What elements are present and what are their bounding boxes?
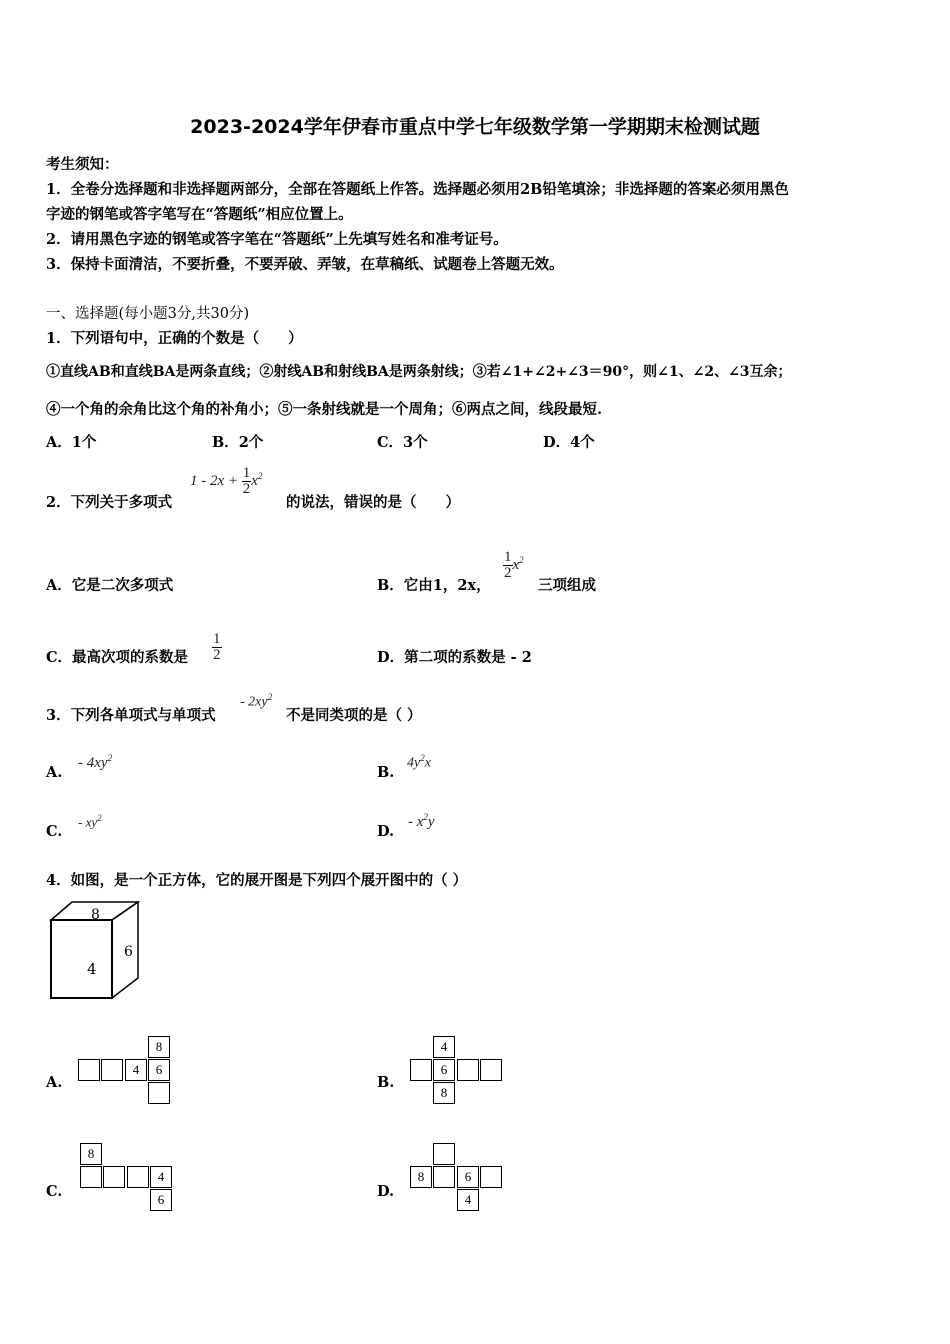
q3-mono-text: - 2xy xyxy=(240,694,268,710)
section-heading: 一、选择题(每小题3分,共30分) xyxy=(46,306,250,322)
net-b-cell: 8 xyxy=(433,1082,455,1104)
q2-polynomial xyxy=(190,466,262,497)
net-c-cell xyxy=(80,1166,102,1188)
net-a-cell: 8 xyxy=(148,1036,170,1058)
q3-d-text: - x xyxy=(408,814,424,830)
q3-option-d[interactable] xyxy=(408,812,435,831)
q2-b-exp: 2 xyxy=(519,554,524,565)
net-d-cell: 6 xyxy=(457,1166,479,1188)
net-a-cell xyxy=(101,1059,123,1081)
q2-option-b-prefix[interactable]: B．它由1，2x， xyxy=(377,577,491,594)
q4-option-d-label[interactable]: D. xyxy=(377,1183,395,1200)
q3-option-d-label[interactable]: D. xyxy=(377,823,395,840)
q1-option-b[interactable]: B．2个 xyxy=(212,434,264,451)
net-d-cell xyxy=(433,1166,455,1188)
net-b-cell xyxy=(457,1059,479,1081)
cube-top-number: 8 xyxy=(91,907,100,923)
q1-statements-1: ①直线AB和直线BA是两条直线；②射线AB和射线BA是两条射线；③若∠1+∠2+∠3＝90°，则∠1、∠2、∠3互余； xyxy=(46,364,792,380)
q2-option-c-frac xyxy=(212,632,222,663)
q2-poly-part-b: x xyxy=(251,472,258,489)
q4-option-a-label[interactable]: A. xyxy=(46,1074,63,1091)
q3-option-b-label[interactable]: B. xyxy=(377,764,395,781)
net-a-cell: 6 xyxy=(148,1059,170,1081)
q2-poly-part-a: 1 - 2x + xyxy=(190,472,239,489)
q3-b-tail: x xyxy=(424,755,431,771)
q3-d-exp: 2 xyxy=(423,812,428,822)
notice-line-3: 3．保持卡面清洁，不要折叠，不要弄破、弄皱，在草稿纸、试题卷上答题无效。 xyxy=(46,256,564,273)
q2-c-frac-num: 1 xyxy=(213,631,221,647)
notice-line-1b: 字迹的钢笔或答字笔写在“答题纸”相应位置上。 xyxy=(46,206,353,223)
q3-c-text: - xy xyxy=(78,814,98,830)
q3-option-a[interactable] xyxy=(78,753,112,772)
net-b-cell: 4 xyxy=(433,1036,455,1058)
q2-stem-suffix: 的说法，错误的是（ ） xyxy=(286,494,460,511)
net-a-cell xyxy=(78,1059,100,1081)
q2-b-frac-den: 2 xyxy=(504,565,512,581)
q3-a-exp: 2 xyxy=(107,753,113,763)
page-title: 2023-2024学年伊春市重点中学七年级数学第一学期期末检测试题 xyxy=(190,116,760,138)
q2-option-b-suffix: 三项组成 xyxy=(538,577,596,594)
net-d-cell xyxy=(433,1143,455,1165)
cube-front-number: 4 xyxy=(87,960,97,978)
q2-option-d[interactable]: D．第二项的系数是 - 2 xyxy=(377,649,532,666)
q2-b-x: x xyxy=(512,556,520,573)
cube-side-number: 6 xyxy=(124,944,133,960)
notice-line-1a: 1．全卷分选择题和非选择题两部分，全部在答题纸上作答。选择题必须用2B铅笔填涂；非选择题的答案必须用黑色 xyxy=(46,181,789,198)
q2-poly-exp: 2 xyxy=(257,470,263,481)
net-d-cell xyxy=(480,1166,502,1188)
q3-mono-exp: 2 xyxy=(267,692,273,702)
q3-stem-monomial xyxy=(240,692,272,711)
net-b-cell xyxy=(410,1059,432,1081)
q2-b-frac-num: 1 xyxy=(504,549,512,565)
net-d-cell: 8 xyxy=(410,1166,432,1188)
q3-a-text: - 4xy xyxy=(78,755,108,771)
q2-c-frac-den: 2 xyxy=(213,647,221,663)
net-b-cell: 6 xyxy=(433,1059,455,1081)
q3-stem-prefix: 3．下列各单项式与单项式 xyxy=(46,707,216,724)
q3-stem-suffix: 不是同类项的是（ ） xyxy=(286,707,422,724)
q3-option-b[interactable] xyxy=(407,753,431,772)
net-a-cell xyxy=(148,1082,170,1104)
q3-d-tail: y xyxy=(427,814,435,830)
q2-poly-fraction xyxy=(242,466,252,497)
notice-heading: 考生须知： xyxy=(46,156,119,173)
net-c-cell xyxy=(103,1166,125,1188)
q2-option-c[interactable]: C．最高次项的系数是 xyxy=(46,649,189,666)
q3-option-c-label[interactable]: C. xyxy=(46,823,63,840)
net-a-cell: 4 xyxy=(125,1059,147,1081)
q1-option-a[interactable]: A．1个 xyxy=(46,434,97,451)
q2-frac-den: 2 xyxy=(242,481,251,497)
q4-option-b-label[interactable]: B. xyxy=(377,1074,395,1091)
q3-option-c[interactable] xyxy=(78,813,102,830)
q3-c-exp: 2 xyxy=(97,813,102,823)
net-b-cell xyxy=(480,1059,502,1081)
net-c-cell: 4 xyxy=(150,1166,172,1188)
q1-option-c[interactable]: C．3个 xyxy=(377,434,428,451)
q2-b-fraction xyxy=(503,550,513,581)
q2-option-b-term xyxy=(503,550,524,581)
q3-option-a-label[interactable]: A. xyxy=(46,764,63,781)
q4-stem: 4．如图，是一个正方体，它的展开图是下列四个展开图中的（ ） xyxy=(46,872,468,889)
net-c-cell xyxy=(127,1166,149,1188)
q2-c-fraction xyxy=(212,632,222,663)
q3-b-exp: 2 xyxy=(420,753,425,763)
q2-stem-prefix: 2．下列关于多项式 xyxy=(46,494,173,511)
cube-figure xyxy=(48,898,148,1002)
q1-option-d[interactable]: D．4个 xyxy=(543,434,595,451)
q1-statements-2: ④一个角的余角比这个角的补角小；⑤一条射线就是一个周角；⑥两点之间，线段最短. xyxy=(46,401,603,418)
notice-line-2: 2．请用黑色字迹的钢笔或答字笔在“答题纸”上先填写姓名和准考证号。 xyxy=(46,231,508,248)
net-c-cell: 6 xyxy=(150,1189,172,1211)
q1-stem: 1．下列语句中，正确的个数是（ ） xyxy=(46,330,303,347)
q2-option-a[interactable]: A．它是二次多项式 xyxy=(46,577,174,594)
q3-b-text: 4y xyxy=(407,755,421,771)
q2-frac-num: 1 xyxy=(242,465,251,481)
net-c-cell: 8 xyxy=(80,1143,102,1165)
q4-option-c-label[interactable]: C. xyxy=(46,1183,63,1200)
net-d-cell: 4 xyxy=(457,1189,479,1211)
